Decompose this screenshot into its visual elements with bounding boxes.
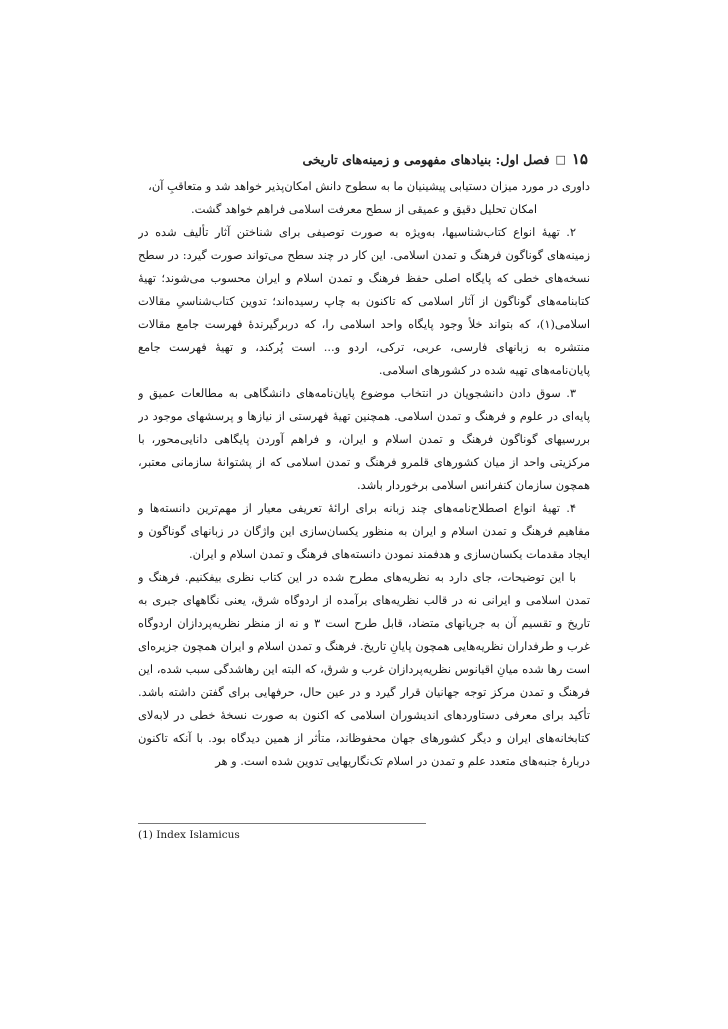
page-number: ۱۵ [571, 150, 588, 168]
paragraph-item-3: ۳. سوق دادن دانشجویان در انتخاب موضوع پایان‌نامه‌های دانشگاهی به مطالعات عمیق و پایه‌ای در علوم و فرهنگ و تمدن اسلامی. همچنین تهیهٔ فهرستی از نیازها و پرسشهای موجود در بررسیهای گوناگون فرهنگ و تمدن اسلام و ایران، و فراهم آوردن پایگاهی دانایی‌محور، با مرکزیتی واحد از میان کشورهای قلمرو فرهنگ و تمدن اسلامی که از پشتوانهٔ سازمانی معتبر، همچون سازمان کنفرانس اسلامی برخوردار باشد. [138, 386, 590, 492]
paragraph-item-2: ۲. تهیهٔ انواع کتاب‌شناسیها، به‌ویژه به صورت توصیفی برای شناختن آثار تألیف شده در زمینه‌های گوناگون فرهنگ و تمدن اسلامی. این کار در چند سطح می‌تواند صورت گیرد: در سطح نسخه‌های خطی که پایگاه اصلی حفظ فرهنگ و تمدن اسلام و ایران محسوب می‌شوند؛ تهیهٔ کتابنامه‌های گوناگون از آثار اسلامی که تاکنون به چاپ رسیده‌اند؛ تدوین کتاب‌شناسیِ مقالات اسلامی(۱)، که بتواند خلأ وجود پایگاه واحد اسلامی را، که دربرگیرندهٔ فهرست جامع مقالات منتشره به زبانهای فارسی، عربی، ترکی، اردو و... است پُرکند، و تهیهٔ فهرست جامع پایان‌نامه‌های تهیه شده در کشورهای اسلامی. [138, 225, 590, 377]
footnote: (1) Index Islamicus [138, 829, 240, 841]
paragraph-2: امکان تحلیل دقیق و عمیقی از سطح معرفت اسلامی فراهم خواهد گشت. [190, 202, 538, 216]
paragraph-1: داوری در مورد میزان دستیابی پیشینیان ما به سطوح دانش امکان‌پذیر خواهد شد و متعاقبِ آن، [148, 179, 590, 193]
footnote-divider [138, 823, 426, 824]
separator-square: □ [555, 152, 566, 166]
paragraph-discussion: با این توضیحات، جای دارد به نظریه‌های مطرح شده در این کتاب نظری بیفکنیم. فرهنگ و تمدن اسلامی و ایرانی نه در قالب نظریه‌های برآمده از اردوگاه شرق، یعنی نگاههای جبری به تاریخ و تقسیم آن به جریانهای متضاد، قابل طرح است ۳ و نه از منظر نظریه‌پردازان اردوگاه غرب و طرفداران نظریه‌هایی همچون پایانِ تاریخ. فرهنگ و تمدن اسلام و ایران همچون جزیره‌ای است رها شده میانِ اقیانوس نظریه‌پردازان غرب و شرق، که البته این رهاشدگی سبب شده، این فرهنگ و تمدن مرکز توجه جهانیان قرار گیرد و در عین حال، حرفهایی برای گفتن داشته باشد. تأکید برای معرفی دستاوردهای اندیشوران اسلامی که اکنون به صورت نسخهٔ خطی در لابه‌لای کتابخانه‌های ایران و دیگر کشورهای جهان محفوظاند، متأثر از همین دیدگاه بود. با آنکه تاکنون دربارهٔ جنبه‌های متعدد علم و تمدن در اسلام تک‌نگاریهایی تدوین شده است. و هر [138, 570, 590, 768]
chapter-title: فصل اول: بنیادهای مفهومی و زمینه‌های تاریخی [302, 151, 550, 167]
paragraph-item-4: ۴. تهیهٔ انواع اصطلاح‌نامه‌های چند زبانه برای ارائهٔ تعریفی معیار از مهم‌ترین دانسته‌ها و مفاهیم فرهنگ و تمدن اسلام و ایران به منظور یکسان‌سازی این واژگان در زبانهای گوناگون و ایجاد مقدمات یکسان‌سازی و هدفمند نمودن دانسته‌های فرهنگ و تمدن اسلام و ایران. [138, 501, 590, 561]
body-text [138, 175, 590, 815]
running-header [138, 150, 588, 168]
